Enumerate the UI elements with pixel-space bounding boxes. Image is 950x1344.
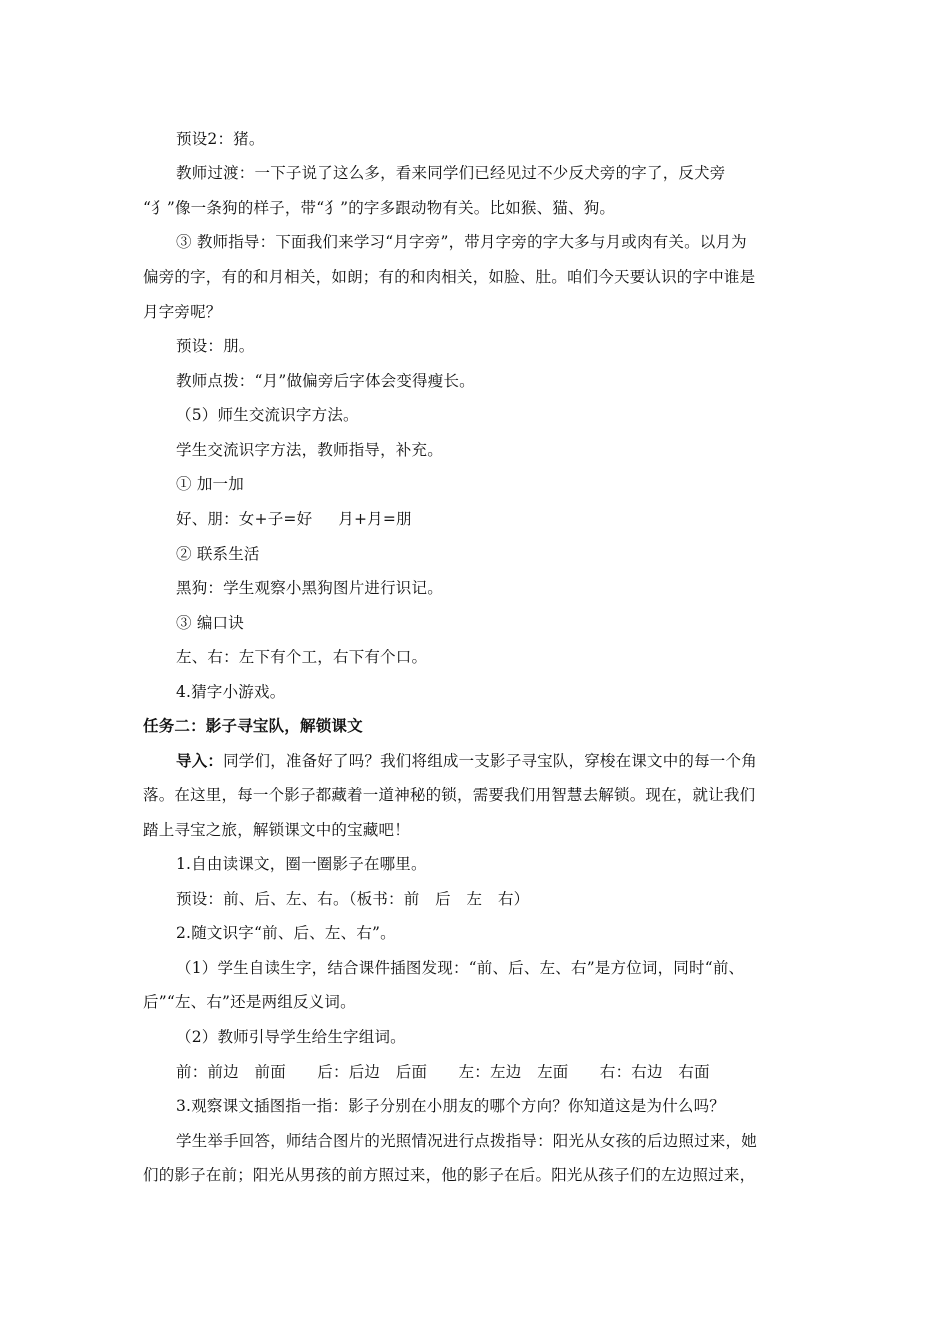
paragraph-line: （1）学生自读生字，结合课件插图发现：“前、后、左、右”是方位词，同时“前、	[176, 959, 745, 977]
paragraph-line: 黑狗：学生观察小黑狗图片进行识记。	[176, 579, 443, 597]
preset-line: 预设：朋。	[176, 337, 255, 355]
paragraph-line: （2）教师引导学生给生字组词。	[176, 1028, 406, 1046]
preset-board-line: 预设：前、后、左、右。（板书：前 后 左 右）	[176, 890, 530, 908]
intro-text: 同学们，准备好了吗？我们将组成一支影子寻宝队，穿梭在课文中的每一个角	[223, 752, 757, 770]
method-add-line: ① 加一加	[176, 475, 244, 493]
formula-line	[176, 508, 812, 530]
paragraph-line: 落。在这里，每一个影子都藏着一道神秘的锁，需要我们用智慧去解锁。现在，就让我们	[143, 786, 756, 804]
step-1-line: 1.自由读课文，圈一圈影子在哪里。	[176, 855, 427, 873]
teacher-hint-line: 教师点拨：“月”做偏旁后字体会变得瘦长。	[176, 372, 475, 390]
paragraph-line: 学生举手回答，师结合图片的光照情况进行点拨指导：阳光从女孩的后边照过来，她	[176, 1132, 757, 1150]
task-2-heading: 任务二：影子寻宝队，解锁课文	[143, 716, 363, 735]
formula-b: 月+月=朋	[338, 510, 412, 528]
step-2-line: 2.随文识字“前、后、左、右”。	[176, 924, 396, 942]
paragraph-line: 月字旁呢？	[143, 303, 222, 321]
step-3-line: 3.观察课文插图指一指：影子分别在小朋友的哪个方向？你知道这是为什么吗？	[176, 1097, 725, 1115]
paragraph-line: 偏旁的字，有的和月相关，如朗；有的和肉相关，如脸、肚。咱们今天要认识的字中谁是	[143, 268, 756, 286]
paragraph-line: 后”“左、右”还是两组反义词。	[143, 993, 356, 1011]
paragraph-line: 踏上寻宝之旅，解锁课文中的宝藏吧！	[143, 821, 410, 839]
intro-label: 导入：	[176, 751, 224, 770]
method-life-line: ② 联系生活	[176, 545, 260, 563]
teacher-guidance-line: ③ 教师指导：下面我们来学习“月字旁”，带月字旁的字大多与月或肉有关。以月为	[176, 233, 747, 251]
step-5-line: （5）师生交流识字方法。	[176, 406, 359, 424]
paragraph-line: 左、右：左下有个工，右下有个口。	[176, 648, 428, 666]
teacher-transition-line: 教师过渡：一下子说了这么多，看来同学们已经见过不少反犬旁的字了，反犬旁	[176, 164, 726, 182]
step-4-line: 4.猜字小游戏。	[176, 683, 286, 701]
word-group-line: 前：前边 前面 后：后边 后面 左：左边 左面 右：右边 右面	[176, 1063, 710, 1081]
intro-line	[176, 750, 812, 772]
paragraph-line: 学生交流识字方法，教师指导，补充。	[176, 441, 443, 459]
paragraph-line: “犭”像一条狗的样子，带“犭”的字多跟动物有关。比如猴、猫、狗。	[143, 199, 616, 217]
paragraph-line: 们的影子在前；阳光从男孩的前方照过来，他的影子在后。阳光从孩子们的左边照过来，	[143, 1166, 756, 1184]
method-rhyme-line: ③ 编口诀	[176, 614, 244, 632]
formula-a: 好、朋：女+子=好	[176, 510, 313, 528]
preset-2-line: 预设2：猪。	[176, 130, 265, 148]
